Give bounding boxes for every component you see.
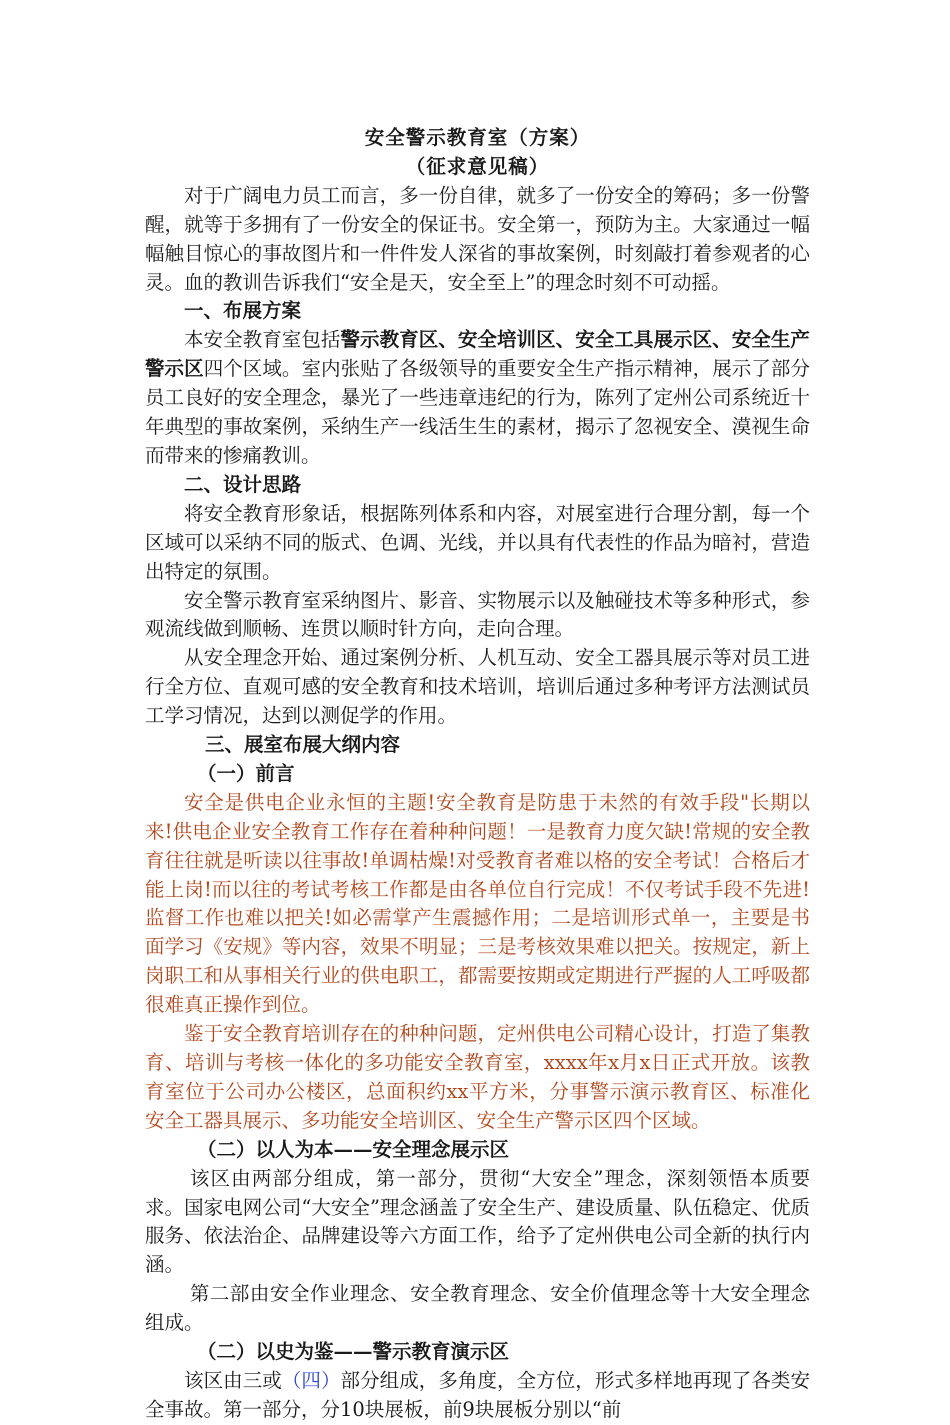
section-3-sub-warning-demo: （二）以史为鉴——警示教育演示区 <box>197 1340 510 1364</box>
document-title: 安全警示教育室（方案） <box>364 126 591 149</box>
s1-sep-2: 、 <box>555 328 576 352</box>
section-1-heading: 一、布展方案 <box>184 299 302 323</box>
section-2-paragraph-1: 将安全教育形象话，根据陈列体系和内容，对展室进行合理分割，每一个区域可以采纳不同的版式、色调、光线，并以具有代表性的作品为暗衬，营造出特定的氛围。 <box>145 501 810 583</box>
section-3-sub-preface: （一）前言 <box>197 761 295 785</box>
preface-paragraph-1: 安全是供电企业永恒的主题!安全教育是防患于未然的有效手段"长期以来!供电企业安全教育工作存在着种种问题！一是教育力度欠缺!常规的安全教育往往就是听读以往事故!单调枯燥!对受教育者难以格的安全考试！合格后才能上岗!而以往的考试考核工作都是由各单位自行完成！不仅考试手段不先进!监督工作也难以把关!如必需掌产生震撼作用；二是培训形式单一，主要是书面学习《安规》等内容，效果不明显；三是考核效果难以把关。按规定，新上岗职工和从事相关行业的供电职工，都需要按期或定期进行严握的人工呼吸都很难真正操作到位。 <box>145 790 810 1017</box>
section-3-heading: 三、展室布展大纲内容 <box>205 733 401 757</box>
section-2-paragraph-2: 安全警示教育室采纳图片、影音、实物展示以及触碰技术等多种形式，参观流线做到顺畅、连贯以顺时针方向，走向合理。 <box>145 588 810 641</box>
zone-warning-education: 警示教育区 <box>340 328 439 352</box>
section-2-heading: 二、设计思路 <box>184 472 302 496</box>
section-2-paragraph-3: 从安全理念开始、通过案例分析、人机互动、安全工器具展示等对员工进行全方位、直观可感的安全教育和技术培训，培训后通过多种考评方法测试员工学习情况，达到以测促学的作用。 <box>145 646 810 728</box>
preface-paragraph-2: 鉴于安全教育培训存在的种种问题，定州供电公司精心设计，打造了集教育、培训与考核一体化的多功能安全教育室，xxxx年x月x日正式开放。该教育室位于公司办公楼区，总面积约xx平方米，分事警示演示教育区、标准化安全工器具展示、多功能安全培训区、安全生产警示区四个区域。 <box>145 1022 810 1132</box>
zone-safety-training: 安全培训区 <box>457 328 556 352</box>
document-subtitle: （征求意见稿） <box>405 154 550 178</box>
section-3-sub-safety-concept: （二）以人为本——安全理念展示区 <box>197 1137 510 1161</box>
warning-demo-post: 部分组成，多角度，全方位，形式多样地再现了各类安全事故。第一部分，分10块展板，前9块展板分别以“前 <box>145 1368 810 1421</box>
safety-concept-paragraph-1: 该区由两部分组成，第一部分，贯彻“大安全”理念，深刻领悟本质要求。国家电网公司“大安全”理念涵盖了安全生产、建设质量、队伍稳定、优质服务、依法治企、品牌建设等六方面工作，给予了定州供电公司全新的执行内涵。 <box>145 1166 810 1277</box>
document-page <box>145 124 810 1425</box>
warning-demo-paragraph <box>145 1367 810 1425</box>
intro-paragraph: 对于广阔电力员工而言，多一份自律，就多了一份安全的筹码；多一份警醒，就等于多拥有了一份安全的保证书。安全第一，预防为主。大家通过一幅幅触目惊心的事故图片和一件件发人深省的事故案例，时刻敲打着参观者的心灵。血的教训告诉我们“安全是天，安全至上”的理念时刻不可动摇。 <box>145 183 810 294</box>
s1-sep-1: 、 <box>438 328 458 352</box>
zone-safety-tools: 安全工具展示区 <box>575 328 713 352</box>
s1-sep-3: 、 <box>712 328 732 352</box>
safety-concept-paragraph-2: 第二部由安全作业理念、安全教育理念、安全价值理念等十大安全理念组成。 <box>145 1282 810 1335</box>
warning-demo-blue-note: （四） <box>281 1368 341 1392</box>
zone-production-warning: 安全生产警示区 <box>145 328 810 381</box>
s1-text-post: 四个区域。室内张贴了各级领导的重要安全生产指示精神，展示了部分员工良好的安全理念，暴光了一些违章违纪的行为，陈列了定州公司系统近十年典型的事故案例，采纳生产一线活生生的素材，揭示了忽视安全、漠视生命而带来的惨痛教训。 <box>145 357 810 467</box>
s1-text-pre: 本安全教育室包括 <box>184 328 341 352</box>
section-1-paragraph <box>145 326 810 471</box>
warning-demo-pre: 该区由三或 <box>184 1368 282 1392</box>
